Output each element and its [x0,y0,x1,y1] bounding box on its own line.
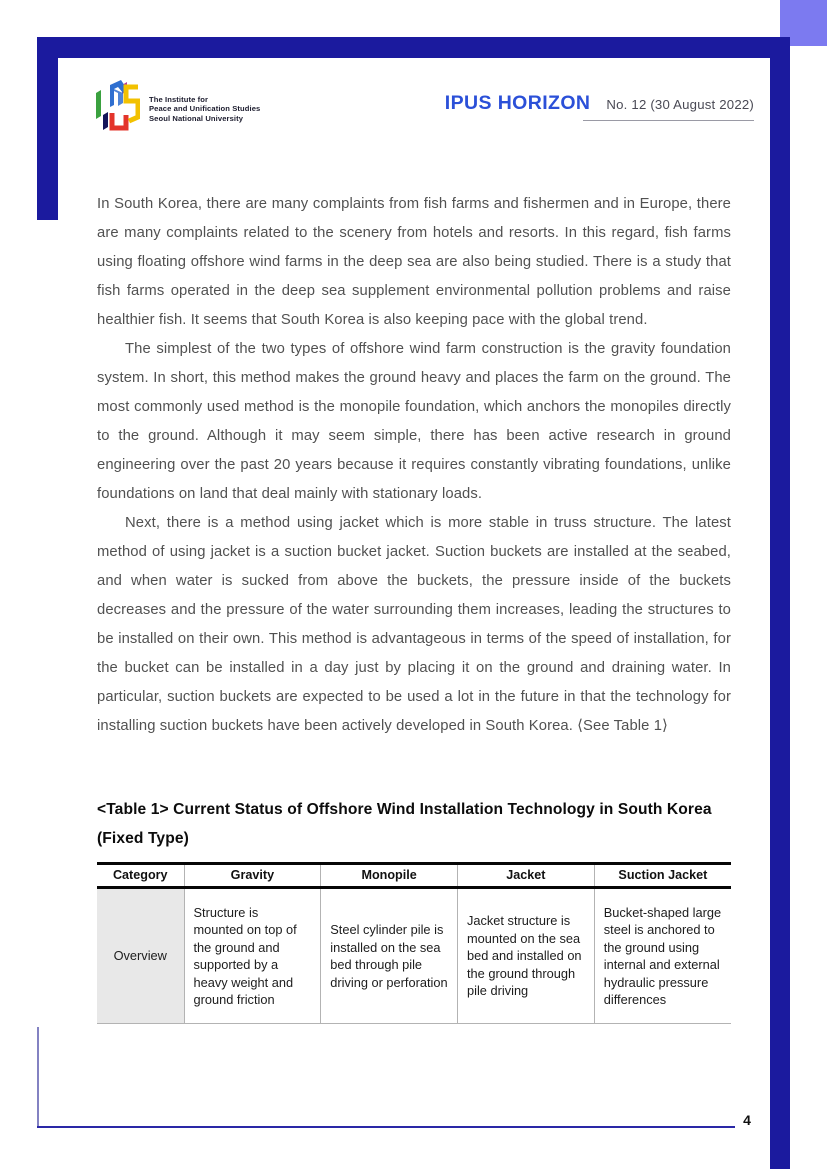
table-row [97,888,731,1024]
institute-name [149,95,260,124]
page-number: 4 [743,1112,751,1128]
row-label-overview: Overview [97,888,184,1024]
masthead [444,92,754,121]
body-paragraph: In South Korea, there are many complaints from fish farms and fishermen and in Europe, there are many complaints related to the scenery from hotels and resorts. In this regard, fish farms using floating offshore wind farms in the deep sea are also being studied. There is a study that fish farms operated in the deep sea supplement environmental pollution problems and raise healthier fish. It seems that South Korea is also keeping pace with the global trend. [97,196,731,328]
table-cell-jacket: Jacket structure is mounted on the sea bed and installed on the ground through pile driving [458,888,595,1024]
body-paragraph: The simplest of the two types of offshore wind farm construction is the gravity foundation system. In short, this method makes the ground heavy and places the farm on the ground. The most commonly used method is the monopile foundation, which anchors the monopiles directly to the ground. Although it may seem simple, there has been active research in ground engineering over the past 20 years because it requires constantly vibrating foundations, unlike foundations on land that deal mainly with stationary loads. [97,341,731,502]
masthead-title: IPUS HORIZON [444,92,591,114]
footer-line-horizontal [37,1126,735,1128]
footer-line-vertical [37,1027,39,1127]
column-header-category: Category [97,864,184,888]
column-header-gravity: Gravity [184,864,321,888]
institute-logo [96,79,260,139]
table-caption: <Table 1> Current Status of Offshore Wind Installation Technology in South Korea (Fixed Type) [97,801,712,847]
article-body [97,190,731,741]
offshore-wind-table [97,862,731,1024]
column-header-jacket: Jacket [458,864,595,888]
table-cell-suction-jacket: Bucket-shaped large steel is anchored to the ground using internal and external hydraulic pressure differences [594,888,731,1024]
table-header-row [97,864,731,888]
body-paragraph: Next, there is a method using jacket which is more stable in truss structure. The latest method of using jacket is a suction bucket jacket. Suction buckets are installed at the seabed, and when water is sucked from above the buckets, the pressure inside of the buckets decreases and the pressure of the water surrounding them increases, leading the structures to be installed on their own. This method is advantageous in terms of the speed of installation, for the bucket can be installed in a day just by placing it on the ground and draining water. In particular, suction buckets are expected to be used a lot in the future in that the technology for installing suction buckets have been actively developed in South Korea. ⟨See Table 1⟩ [97,515,731,734]
frame-top-bar [37,37,790,58]
frame-right-bar [770,37,790,1169]
frame-left-bar [37,37,58,220]
institute-name-line3: Seoul National University [149,113,244,123]
column-header-suction-jacket: Suction Jacket [594,864,731,888]
column-header-monopile: Monopile [321,864,458,888]
issue-number: No. 12 (30 August 2022) [606,97,754,112]
table-cell-gravity: Structure is mounted on top of the ground and supported by a heavy weight and ground friction [184,888,321,1024]
institute-name-line1: The Institute for [149,94,209,104]
table-cell-monopile: Steel cylinder pile is installed on the sea bed through pile driving or perforation [321,888,458,1024]
masthead-underline [583,120,754,121]
ipus-logo-icon [96,79,140,139]
institute-name-line2: Peace and Unification Studies [149,104,261,114]
